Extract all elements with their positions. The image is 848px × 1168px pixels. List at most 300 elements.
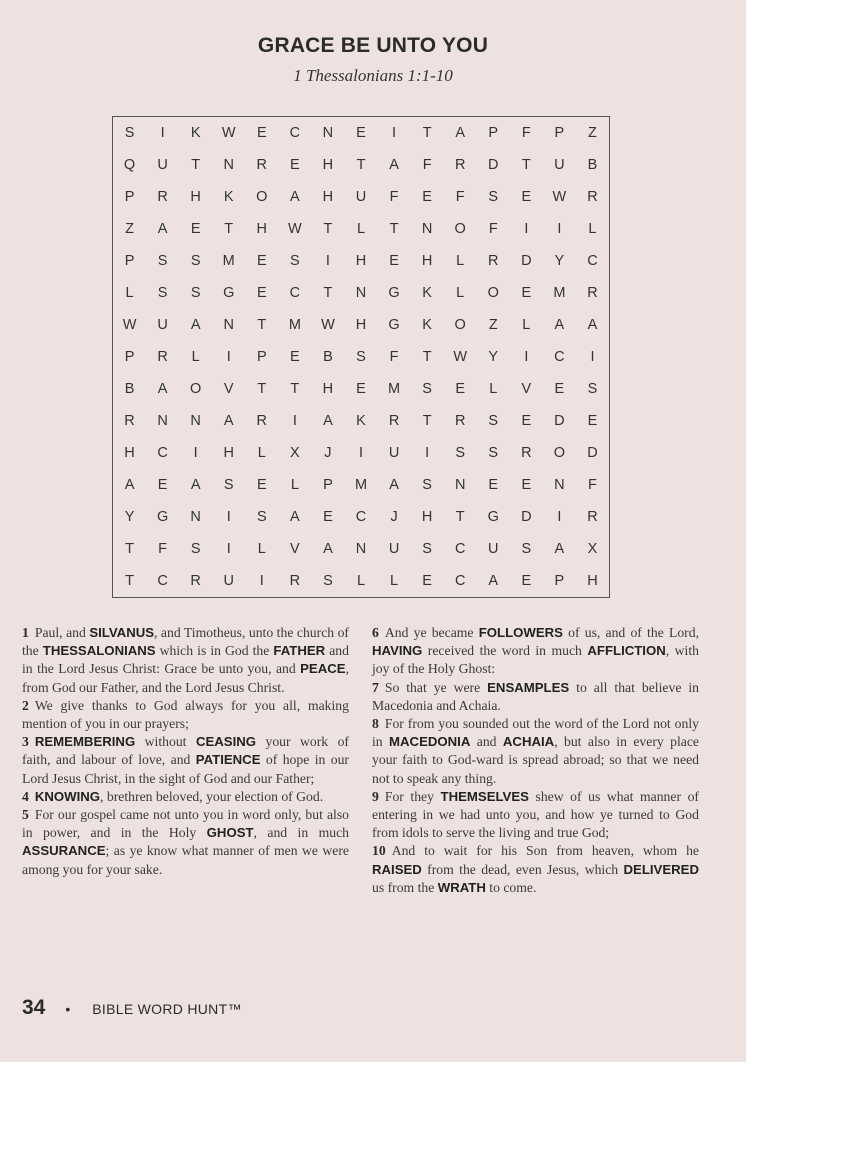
verse-text: , with joy of the Holy Ghost: (372, 643, 699, 677)
grid-letter: I (193, 445, 198, 461)
grid-letter: U (388, 445, 400, 461)
verse-text: received the word in much (422, 643, 588, 659)
grid-letter: Y (488, 349, 499, 365)
grid-letter: P (124, 253, 135, 269)
grid-letter: E (521, 413, 532, 429)
grid-letter: I (557, 509, 562, 525)
grid-letter: U (488, 541, 499, 557)
grid-letter: O (487, 285, 499, 301)
grid-letter: N (454, 477, 466, 493)
grid-letter: S (223, 477, 234, 493)
verse-8 (372, 715, 699, 788)
grid-letter: P (323, 477, 333, 493)
verse-text: Paul, and (34, 625, 90, 640)
grid-letter: I (226, 509, 231, 525)
grid-letter: N (157, 413, 168, 429)
grid-letter: S (323, 573, 333, 589)
verse-number: 9 (372, 788, 379, 804)
grid-letter: S (488, 189, 499, 205)
grid-letter: N (355, 541, 367, 557)
grid-letter: S (256, 509, 267, 525)
grid-letter: E (323, 509, 333, 525)
keyword: CEASING (195, 734, 257, 750)
grid-letter: P (124, 349, 135, 365)
grid-letter: H (355, 253, 367, 269)
grid-letter: O (553, 445, 566, 461)
grid-letter: R (256, 157, 268, 173)
verse-text: without (135, 734, 196, 750)
grid-letter: G (388, 317, 400, 333)
grid-letter: H (322, 189, 334, 205)
grid-letter: L (456, 253, 465, 269)
grid-letter: E (256, 125, 267, 141)
grid-letter: E (157, 477, 168, 493)
grid-letter: E (356, 125, 366, 141)
grid-letter: I (160, 125, 165, 141)
grid-letter: S (190, 253, 201, 269)
grid-letter: K (190, 125, 201, 141)
grid-letter: R (454, 413, 466, 429)
verse-text: from the dead, even Jesus, which (421, 861, 624, 877)
grid-letter: P (554, 573, 565, 589)
grid-letter: E (290, 157, 300, 173)
verse-text: For our gospel came not unto you in word only, but also in power, and in the Holy (22, 807, 349, 841)
keyword: GHOST (206, 825, 254, 841)
grid-letter: E (389, 253, 399, 269)
grid-letter: I (590, 349, 595, 365)
grid-letter: C (554, 349, 565, 365)
grid-letter: E (554, 381, 565, 397)
grid-letter: E (488, 477, 499, 493)
verse-1 (22, 624, 349, 697)
verse-4 (22, 788, 349, 806)
grid-letter: P (554, 125, 565, 141)
keyword: FATHER (273, 643, 326, 659)
verse-text: , from God our Father, and the Lord Jesus Christ. (22, 661, 349, 695)
grid-letter: R (157, 189, 168, 205)
grid-letter: I (226, 541, 231, 557)
grid-letter: W (122, 317, 137, 333)
verse-text: and (470, 734, 503, 750)
verse-number: 4 (22, 788, 29, 804)
grid-letter: T (257, 381, 267, 397)
verse-number: 2 (22, 697, 29, 713)
grid-letter: O (256, 189, 268, 205)
grid-letter: I (358, 445, 363, 461)
grid-letter: T (257, 317, 267, 333)
grid-letter: S (488, 445, 499, 461)
grid-letter: L (356, 221, 366, 237)
grid-letter: N (355, 285, 367, 301)
grid-letter: Z (588, 125, 597, 141)
grid-letter: I (292, 413, 297, 429)
grid-letter: L (257, 541, 266, 557)
verse-number: 5 (22, 807, 29, 823)
keyword: FOLLOWERS (478, 625, 563, 640)
verse-text: , and Timotheus, unto the church of the (22, 625, 349, 659)
grid-letter: I (524, 349, 529, 365)
grid-letter: H (421, 509, 433, 525)
grid-letter: P (256, 349, 267, 365)
grid-letter: T (356, 157, 366, 173)
grid-letter: F (158, 541, 168, 557)
grid-letter: S (124, 125, 135, 141)
grid-letter: U (223, 573, 234, 589)
grid-letter: M (388, 381, 401, 397)
keyword: WRATH (437, 879, 486, 895)
grid-letter: H (322, 381, 334, 397)
grid-letter: R (289, 573, 301, 589)
verse-2 (22, 697, 349, 733)
grid-letter: I (226, 349, 231, 365)
grid-letter: U (554, 157, 565, 173)
grid-letter: T (125, 573, 134, 589)
grid-letter: B (587, 157, 598, 173)
keyword: PATIENCE (195, 752, 261, 768)
grid-letter: E (356, 381, 366, 397)
grid-letter: L (522, 317, 531, 333)
keyword: HAVING (372, 643, 423, 659)
grid-letter: G (388, 285, 400, 301)
grid-letter: A (455, 125, 466, 141)
grid-letter: R (256, 413, 268, 429)
grid-letter: I (259, 573, 264, 589)
grid-letter: K (422, 285, 432, 301)
grid-letter: W (453, 349, 468, 365)
grid-letter: H (256, 221, 268, 237)
grid-letter: A (157, 221, 168, 237)
grid-letter: D (554, 413, 565, 429)
grid-letter: T (191, 157, 201, 173)
grid-letter: M (553, 285, 566, 301)
grid-letter: F (521, 125, 531, 141)
grid-letter: L (390, 573, 399, 589)
grid-letter: F (389, 189, 399, 205)
grid-letter: R (587, 509, 598, 525)
grid-letter: T (125, 541, 134, 557)
verse-number: 1 (22, 625, 29, 640)
verse-number: 7 (372, 679, 379, 695)
grid-letter: C (355, 509, 367, 525)
grid-letter: S (488, 413, 499, 429)
grid-letter: E (521, 477, 532, 493)
grid-letter: L (588, 221, 597, 237)
grid-letter: R (157, 349, 168, 365)
grid-letter: M (288, 317, 301, 333)
verse-7 (372, 679, 699, 715)
page-title: GRACE BE UNTO YOU (257, 34, 489, 57)
grid-letter: N (223, 157, 234, 173)
grid-letter: I (325, 253, 330, 269)
grid-letter: T (323, 221, 333, 237)
keyword: ENSAMPLES (487, 679, 570, 695)
grid-letter: X (587, 541, 598, 557)
verse-number: 3 (22, 734, 29, 750)
grid-letter: A (587, 317, 598, 333)
grid-letter: E (521, 189, 532, 205)
grid-letter: S (157, 253, 168, 269)
grid-letter: P (488, 125, 499, 141)
grid-letter: V (290, 541, 300, 557)
grid-letter: K (422, 317, 432, 333)
grid-letter: F (389, 349, 399, 365)
keyword: THEMSELVES (440, 788, 529, 804)
grid-letter: K (356, 413, 366, 429)
grid-letter: A (389, 157, 399, 173)
grid-letter: A (190, 477, 201, 493)
grid-letter: N (190, 413, 201, 429)
grid-letter: H (355, 317, 367, 333)
grid-letter: S (157, 285, 168, 301)
grid-letter: R (587, 285, 598, 301)
verse-number: 6 (372, 625, 379, 640)
grid-letter: Z (125, 221, 134, 237)
grid-letter: T (224, 221, 234, 237)
grid-letter: E (290, 349, 300, 365)
grid-letter: H (190, 189, 201, 205)
grid-letter: T (521, 157, 531, 173)
grid-letter: S (190, 285, 201, 301)
word-search-grid (112, 116, 610, 598)
grid-letter: C (157, 573, 168, 589)
keyword: RAISED (372, 861, 422, 877)
keyword: PEACE (300, 661, 346, 677)
grid-letter: U (157, 317, 168, 333)
keyword: REMEMBERING (34, 734, 136, 750)
grid-letter: W (552, 189, 567, 205)
grid-letter: H (587, 573, 598, 589)
grid-letter: W (221, 125, 236, 141)
verse-text: to come. (485, 879, 537, 895)
grid-letter: F (455, 189, 465, 205)
keyword: ASSURANCE (22, 843, 106, 859)
grid-letter: G (156, 509, 169, 525)
grid-letter: R (388, 413, 400, 429)
grid-letter: E (256, 285, 267, 301)
keyword: ACHAIA (502, 734, 555, 750)
grid-letter: O (190, 381, 202, 397)
verse-text: So that ye were (384, 679, 488, 695)
grid-letter: A (389, 477, 399, 493)
grid-letter: C (289, 125, 301, 141)
grid-letter: C (157, 445, 168, 461)
grid-letter: R (521, 445, 532, 461)
verse-text: ; as ye know what manner of men we were among you for your sake. (22, 843, 349, 877)
grid-letter: E (521, 573, 532, 589)
grid-letter: X (290, 445, 300, 461)
verse-9 (372, 788, 699, 843)
keyword: AFFLICTION (587, 643, 666, 659)
grid-letter: S (356, 349, 366, 365)
grid-letter: P (124, 189, 135, 205)
grid-letter: A (488, 573, 499, 589)
grid-letter: T (422, 349, 432, 365)
page-number: 34 (22, 996, 46, 1019)
grid-letter: U (388, 541, 400, 557)
verse-text: of us, and of the Lord, (562, 625, 699, 640)
verse-text: us from the (372, 879, 438, 895)
grid-letter: I (392, 125, 397, 141)
grid-letter: S (422, 477, 432, 493)
grid-letter: S (422, 381, 432, 397)
grid-letter: D (587, 445, 598, 461)
grid-letter: D (521, 509, 532, 525)
grid-letter: Y (124, 509, 135, 525)
verse-text: your work of faith, and labour of love, and (22, 734, 349, 768)
grid-letter: E (256, 253, 267, 269)
grid-letter: E (422, 189, 432, 205)
grid-letter: K (223, 189, 234, 205)
grid-letter: C (454, 541, 466, 557)
grid-letter: M (222, 253, 235, 269)
grid-letter: N (190, 509, 201, 525)
grid-letter: H (223, 445, 234, 461)
grid-letter: L (290, 477, 299, 493)
grid-letter: S (422, 541, 432, 557)
grid-letter: L (489, 381, 498, 397)
grid-letter: J (390, 509, 398, 525)
verse-3 (22, 733, 349, 788)
grid-letter: B (124, 381, 135, 397)
grid-letter: U (355, 189, 367, 205)
keyword: THESSALONIANS (42, 643, 156, 659)
grid-letter: C (587, 253, 598, 269)
grid-letter: F (488, 221, 498, 237)
grid-letter: T (422, 413, 432, 429)
grid-letter: R (587, 189, 598, 205)
grid-letter: I (425, 445, 430, 461)
grid-letter: T (290, 381, 300, 397)
grid-letter: G (223, 285, 235, 301)
verse-text: For from you sounded out the word of the Lord not only in (372, 716, 699, 750)
footer-bullet: • (65, 1001, 71, 1017)
grid-letter: H (322, 157, 334, 173)
grid-letter: D (488, 157, 499, 173)
grid-letter: R (124, 413, 135, 429)
grid-letter: H (421, 253, 433, 269)
grid-letter: E (455, 381, 466, 397)
grid-letter: A (323, 413, 333, 429)
grid-letter: O (454, 317, 466, 333)
grid-letter: W (321, 317, 335, 333)
verse-text: , but also in every place your faith to God-ward is spread abroad; so that we need not to speak any thing. (372, 734, 699, 786)
verse-text: , and in much (253, 825, 349, 841)
grid-letter: S (290, 253, 300, 269)
grid-letter: F (422, 157, 432, 173)
grid-letter: Y (554, 253, 565, 269)
grid-letter: F (588, 477, 597, 493)
grid-letter: E (521, 285, 532, 301)
grid-letter: S (587, 381, 598, 397)
keyword: MACEDONIA (389, 734, 471, 750)
grid-letter: C (289, 285, 301, 301)
grid-letter: E (587, 413, 598, 429)
grid-letter: L (356, 573, 366, 589)
grid-letter: L (191, 349, 200, 365)
grid-letter: S (521, 541, 532, 557)
book-title: BIBLE WORD HUNT™ (92, 1001, 242, 1017)
grid-letter: N (322, 125, 334, 141)
verse-5 (22, 806, 349, 879)
keyword: DELIVERED (623, 861, 699, 877)
grid-letter: B (323, 349, 333, 365)
verses-right-column (372, 624, 699, 897)
page-footer (22, 996, 242, 1020)
grid-letter: H (124, 445, 135, 461)
grid-letter: T (455, 509, 465, 525)
verse-text: We give thanks to God always for you all, making mention of you in our prayers; (22, 697, 349, 732)
grid-letter: A (157, 381, 168, 397)
grid-letter: Q (123, 157, 136, 173)
grid-letter: V (521, 381, 532, 397)
grid-letter: L (456, 285, 465, 301)
grid-letter: A (554, 541, 565, 557)
grid-letter: V (223, 381, 234, 397)
verse-text: , brethren beloved, your election of God. (100, 788, 324, 804)
verse-text: And ye became (384, 625, 479, 640)
grid-letter: T (422, 125, 432, 141)
grid-letter: S (455, 445, 466, 461)
grid-letter: R (454, 157, 466, 173)
grid-letter: O (454, 221, 466, 237)
grid-letter: G (487, 509, 499, 525)
grid-letter: A (323, 541, 333, 557)
grid-letter: N (421, 221, 433, 237)
grid-letter: L (125, 285, 134, 301)
grid-letter: A (190, 317, 201, 333)
grid-letter: A (290, 509, 300, 525)
keyword: KNOWING (34, 788, 101, 804)
verse-text: and in the Lord Jesus Christ: Grace be unto you, and (22, 643, 349, 677)
grid-letter: N (554, 477, 565, 493)
grid-letter: A (554, 317, 565, 333)
grid-letter: C (454, 573, 466, 589)
verse-6 (372, 624, 699, 679)
grid-letter: R (190, 573, 201, 589)
verse-text: to all that believe in Macedonia and Achaia. (372, 679, 699, 713)
grid-letter: S (190, 541, 201, 557)
grid-letter: L (257, 445, 266, 461)
grid-letter: W (288, 221, 302, 237)
verse-10 (372, 842, 699, 897)
verse-text: which is in God the (155, 643, 274, 659)
grid-letter: U (157, 157, 168, 173)
verse-text: shew of us what manner of entering in we had unto you, and how ye turned to God from idols to serve the living and true God; (372, 788, 699, 841)
verses-left-column (22, 624, 349, 879)
grid-letter: T (389, 221, 399, 237)
grid-letter: M (354, 477, 368, 493)
grid-letter: I (524, 221, 529, 237)
grid-letter: N (223, 317, 234, 333)
grid-letter: R (488, 253, 499, 269)
grid-letter: E (256, 477, 267, 493)
grid-letter: Z (488, 317, 498, 333)
verse-text: of hope in our Lord Jesus Christ, in the sight of God and our Father; (22, 752, 349, 786)
verse-text: And to wait for his Son from heaven, whom he (391, 843, 699, 859)
keyword: SILVANUS (89, 625, 155, 640)
verse-text: For they (384, 788, 441, 804)
grid-letter: D (521, 253, 532, 269)
grid-letter: A (124, 477, 135, 493)
grid-letter: J (324, 445, 332, 461)
scripture-reference: 1 Thessalonians 1:1-10 (293, 66, 453, 85)
verse-number: 8 (372, 716, 379, 732)
grid-letter: A (290, 189, 300, 205)
grid-letter: I (557, 221, 562, 237)
verse-number: 10 (372, 843, 386, 859)
grid-letter: E (190, 221, 201, 237)
grid-letter: A (223, 413, 234, 429)
